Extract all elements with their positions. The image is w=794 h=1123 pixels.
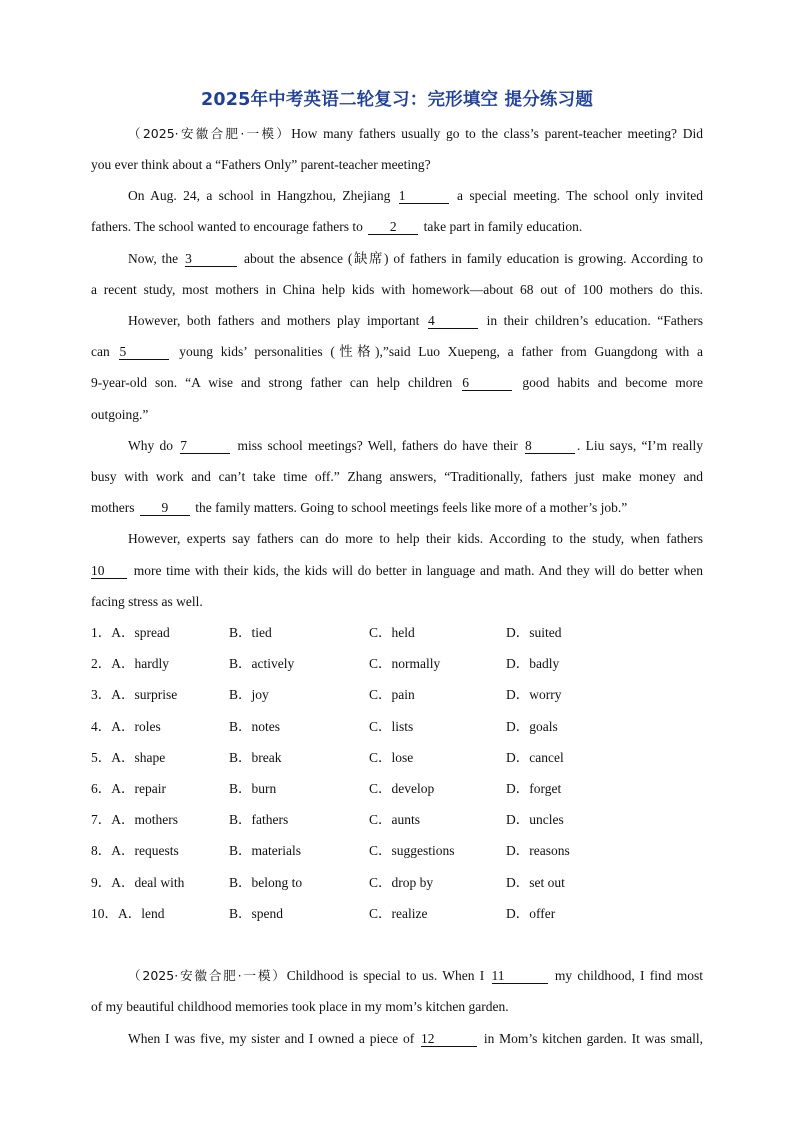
passage2-source: （2025·安徽合肥·一模） <box>128 968 287 983</box>
option-row <box>91 904 703 924</box>
option-c[interactable]: C．pain <box>369 687 415 702</box>
blank-4[interactable]: 4 <box>428 313 478 329</box>
option-c[interactable]: C．lists <box>369 719 414 734</box>
option-a[interactable]: 3．A．surprise <box>91 687 178 702</box>
passage1-para4-line3: mothers 9 the family matters. Going to school meetings feels like more of a mother’s job.” <box>91 500 628 515</box>
passage1-source: （2025·安徽合肥·一模） <box>128 126 292 141</box>
passage1-para5-line2: 10 more time with their kids, the kids will do better in language and math. And they will do better when <box>91 563 704 578</box>
passage1-para4-line1: Why do 7 miss school meetings? Well, fathers do have their 8 . Liu says, “I’m really <box>128 438 704 453</box>
option-a[interactable]: 9．A．deal with <box>91 875 185 890</box>
option-a[interactable]: 6．A．repair <box>91 781 166 796</box>
passage1-para1-line2: fathers. The school wanted to encourage fathers to 2 take part in family education. <box>91 219 583 234</box>
passage1-para2-line2: a recent study, most mothers in China help kids with homework—about 68 out of 100 mothers do this. <box>91 282 703 297</box>
option-d[interactable]: D．reasons <box>506 843 570 858</box>
option-d[interactable]: D．cancel <box>506 750 564 765</box>
passage1-para4-line2: busy with work and can’t take time off.” Zhang answers, “Traditionally, fathers just make money and <box>91 469 703 484</box>
option-d[interactable]: D．goals <box>506 719 558 734</box>
option-d[interactable]: D．suited <box>506 625 562 640</box>
option-c[interactable]: C．normally <box>369 656 441 671</box>
option-row <box>91 654 703 674</box>
page-title: 2025年中考英语二轮复习：完形填空 提分练习题 <box>200 90 594 110</box>
option-a[interactable]: 7．A．mothers <box>91 812 178 827</box>
option-c[interactable]: C．aunts <box>369 812 421 827</box>
passage1-intro-line2: you ever think about a “Fathers Only” parent-teacher meeting? <box>91 157 431 172</box>
blank-7[interactable]: 7 <box>180 438 230 454</box>
option-b[interactable]: B．fathers <box>229 812 289 827</box>
option-c[interactable]: C．develop <box>369 781 435 796</box>
option-row <box>91 810 703 830</box>
passage1-para2-line1: Now, the 3 about the absence (缺席) of fathers in family education is growing. According to <box>128 251 704 266</box>
passage1-para5-line3: facing stress as well. <box>91 594 203 609</box>
option-d[interactable]: D．offer <box>506 906 556 921</box>
passage1-intro-line1: （2025·安徽合肥·一模）How many fathers usually go to the class’s parent-teacher meeting? Did <box>128 126 703 141</box>
option-c[interactable]: C．held <box>369 625 415 640</box>
option-d[interactable]: D．set out <box>506 875 565 890</box>
option-a[interactable]: 4．A．roles <box>91 719 161 734</box>
blank-3[interactable]: 3 <box>185 251 237 267</box>
option-d[interactable]: D．badly <box>506 656 560 671</box>
blank-6[interactable]: 6 <box>462 375 512 391</box>
option-b[interactable]: B．notes <box>229 719 281 734</box>
option-b[interactable]: B．break <box>229 750 282 765</box>
option-row <box>91 623 703 643</box>
blank-10[interactable]: 10 <box>91 563 127 579</box>
passage2-para1-line1: When I was five, my sister and I owned a piece of 12 in Mom’s kitchen garden. It was small, <box>128 1031 704 1046</box>
option-row <box>91 685 703 705</box>
option-c[interactable]: C．realize <box>369 906 428 921</box>
passage1-para3-line4: outgoing.” <box>91 407 149 422</box>
option-b[interactable]: B．spend <box>229 906 283 921</box>
blank-8[interactable]: 8 <box>525 438 575 454</box>
option-b[interactable]: B．belong to <box>229 875 303 890</box>
option-row <box>91 873 703 893</box>
passage1-para3-line2: can 5 young kids’ personalities (性格),”said Luo Xuepeng, a father from Guangdong with a <box>91 344 703 359</box>
option-b[interactable]: B．materials <box>229 843 301 858</box>
option-d[interactable]: D．forget <box>506 781 562 796</box>
blank-9[interactable]: 9 <box>140 500 190 516</box>
option-row <box>91 717 703 737</box>
option-row <box>91 841 703 861</box>
blank-11[interactable]: 11 <box>492 968 548 984</box>
option-b[interactable]: B．joy <box>229 687 269 702</box>
passage1-para3-line3: 9-year-old son. “A wise and strong father can help children 6 good habits and become more <box>91 375 704 390</box>
blank-5[interactable]: 5 <box>119 344 169 360</box>
option-c[interactable]: C．lose <box>369 750 414 765</box>
option-c[interactable]: C．drop by <box>369 875 434 890</box>
option-a[interactable]: 5．A．shape <box>91 750 166 765</box>
option-a[interactable]: 1．A．spread <box>91 625 170 640</box>
blank-1[interactable]: 1 <box>399 188 449 204</box>
blank-12[interactable]: 12 <box>421 1031 477 1047</box>
option-b[interactable]: B．tied <box>229 625 272 640</box>
passage1-para3-line1: However, both fathers and mothers play important 4 in their children’s education. “Fathers <box>128 313 704 328</box>
option-a[interactable]: 10．A．lend <box>91 906 165 921</box>
passage2-intro-line2: of my beautiful childhood memories took place in my mom’s kitchen garden. <box>91 999 509 1014</box>
passage1-para5-line1: However, experts say fathers can do more to help their kids. According to the study, when fathers <box>128 531 703 546</box>
option-b[interactable]: B．actively <box>229 656 295 671</box>
option-row <box>91 779 703 799</box>
passage1-para1-line1: On Aug. 24, a school in Hangzhou, Zhejiang 1 a special meeting. The school only invited <box>128 188 703 203</box>
option-a[interactable]: 2．A．hardly <box>91 656 169 671</box>
option-row <box>91 748 703 768</box>
option-c[interactable]: C．suggestions <box>369 843 455 858</box>
option-d[interactable]: D．worry <box>506 687 562 702</box>
blank-2[interactable]: 2 <box>368 219 418 235</box>
passage2-intro-line1: （2025·安徽合肥·一模）Childhood is special to us. When I 11 my childhood, I find most <box>128 968 704 983</box>
option-b[interactable]: B．burn <box>229 781 277 796</box>
option-d[interactable]: D．uncles <box>506 812 564 827</box>
option-a[interactable]: 8．A．requests <box>91 843 179 858</box>
